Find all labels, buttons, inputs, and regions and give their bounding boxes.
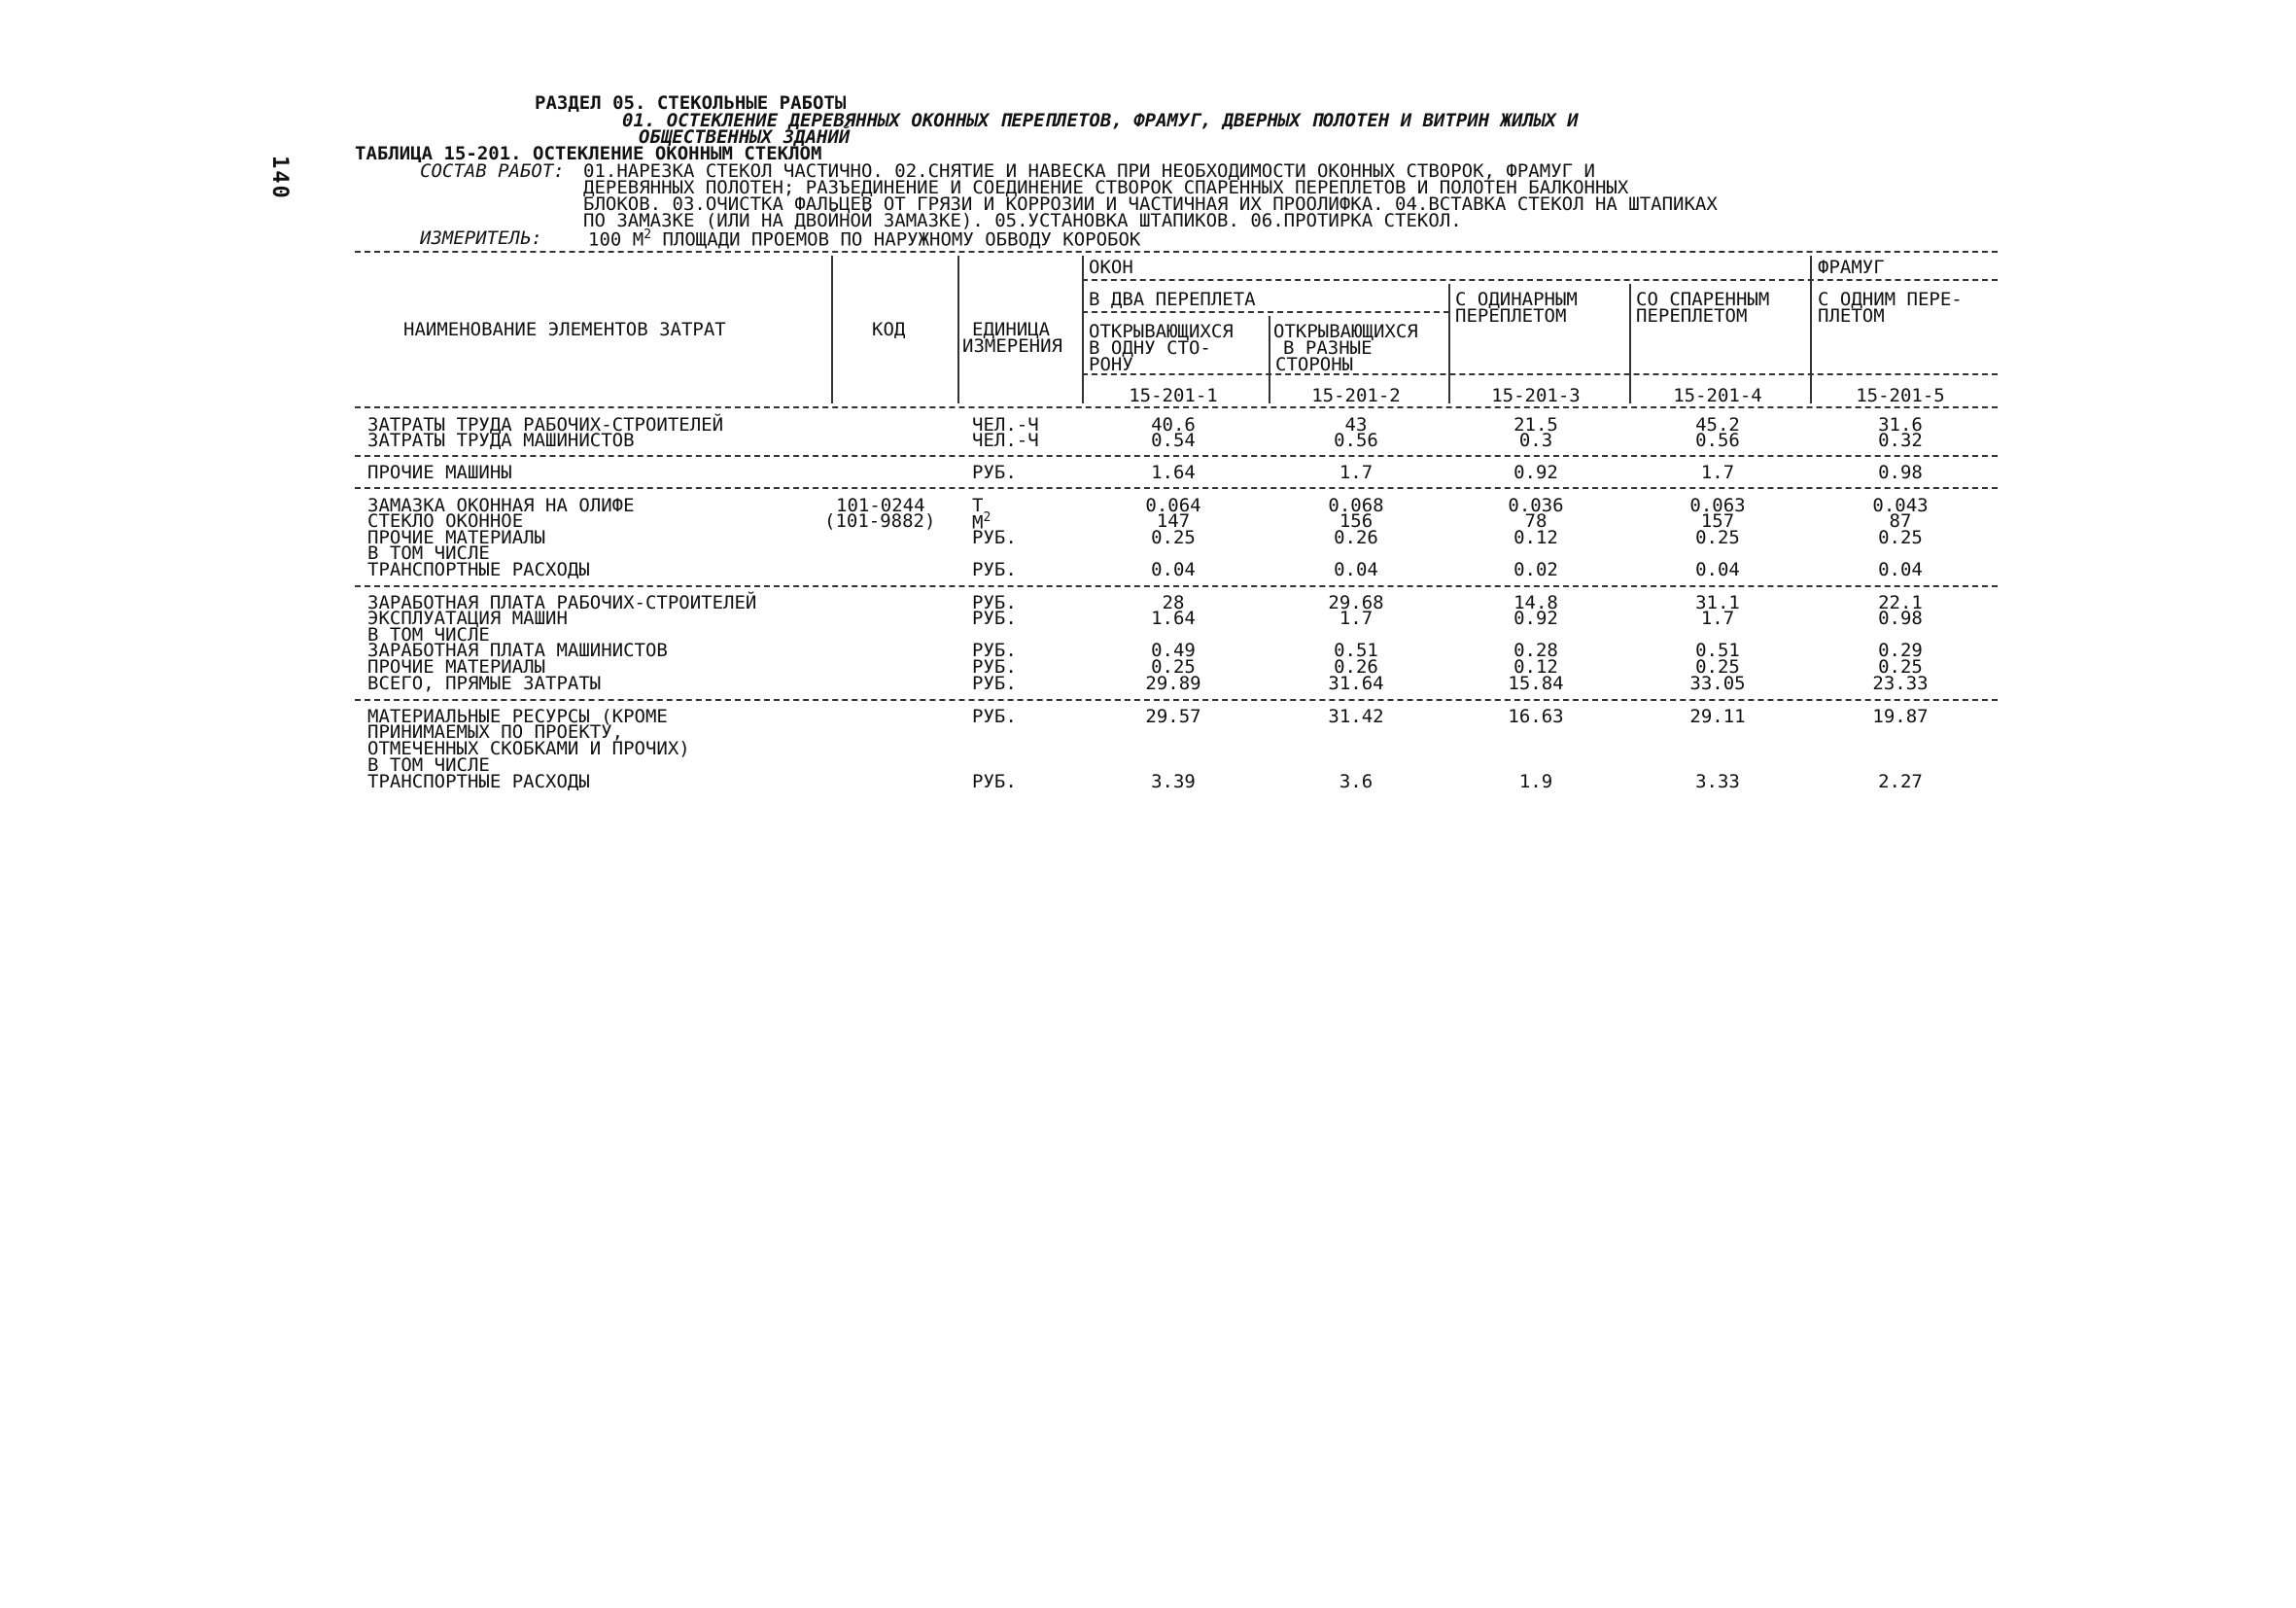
- row-value-3: 16.63: [1508, 706, 1564, 727]
- row-name: ТРАНСПОРТНЫЕ РАСХОДЫ: [367, 559, 590, 580]
- row-value-3: 1.9: [1518, 771, 1553, 792]
- row-value-1: 29.57: [1145, 706, 1201, 727]
- work-line-4: ПО ЗАМАЗКЕ (ИЛИ НА ДВОЙНОЙ ЗАМАЗКЕ). 05.УСТАНОВКА ШТАПИКОВ. 06.ПРОТИРКА СТЕКОЛ.: [583, 210, 1462, 231]
- row-value-1: 147: [1156, 510, 1191, 532]
- subsection-title-1: 01. ОСТЕКЛЕНИЕ ДЕРЕВЯННЫХ ОКОННЫХ ПЕРЕПЛЕТОВ, ФРАМУГ, ДВЕРНЫХ ПОЛОТЕН И ВИТРИН ЖИЛЫХ И: [622, 110, 1579, 131]
- col-header-odnim-2: ПЛЕТОМ: [1818, 305, 1885, 327]
- col-header-odinar-2: ПЕРЕПЛЕТОМ: [1455, 305, 1567, 327]
- row-value-1: 40.6: [1151, 414, 1196, 436]
- col-header-code: КОД: [872, 319, 906, 340]
- row-unit: $М^2$: [972, 510, 991, 534]
- row-unit: ЧЕЛ.-Ч: [972, 430, 1039, 451]
- row-unit: РУБ.: [972, 592, 1017, 613]
- row-value-1: 0.04: [1151, 559, 1196, 580]
- row-unit: РУБ.: [972, 462, 1017, 483]
- group-rule-1: [355, 455, 1998, 457]
- row-unit: РУБ.: [972, 640, 1017, 661]
- row-value-3: 0.92: [1513, 462, 1558, 483]
- row-name: ВСЕГО, ПРЯМЫЕ ЗАТРАТЫ: [367, 673, 602, 694]
- row-value-3: 78: [1524, 510, 1548, 532]
- work-line-1: 01.НАРЕЗКА СТЕКОЛ ЧАСТИЧНО. 02.СНЯТИЕ И НАВЕСКА ПРИ НЕОБХОДИМОСТИ ОКОННЫХ СТВОРОК, ФРАМУГ И: [583, 160, 1595, 182]
- col-header-name: НАИМЕНОВАНИЕ ЭЛЕМЕНТОВ ЗАТРАТ: [403, 319, 726, 340]
- row-value-5: 0.04: [1878, 559, 1923, 580]
- col-header-odinar-1: С ОДИНАРНЫМ: [1455, 289, 1578, 310]
- col-code-2: 15-201-2: [1311, 385, 1401, 406]
- row-value-4: 3.33: [1695, 771, 1740, 792]
- row-unit: РУБ.: [972, 527, 1017, 548]
- row-value-5: 23.33: [1872, 673, 1929, 694]
- row-value-4: 0.04: [1695, 559, 1740, 580]
- row-value-2: 31.64: [1328, 673, 1384, 694]
- col-header-sparen-2: ПЕРЕПЛЕТОМ: [1636, 305, 1748, 327]
- col-divider-4: [1269, 316, 1270, 403]
- col-header-framug: ФРАМУГ: [1818, 257, 1885, 278]
- table-header-bottom-rule: [355, 406, 1998, 408]
- row-value-5: 31.6: [1878, 414, 1923, 436]
- row-value-5: 0.32: [1878, 430, 1923, 451]
- row-value-3: 0.036: [1508, 495, 1564, 516]
- row-value-4: 45.2: [1695, 414, 1740, 436]
- row-value-2: 0.068: [1328, 495, 1384, 516]
- row-value-2: 1.7: [1339, 608, 1374, 629]
- row-name: МАТЕРИАЛЬНЫЕ РЕСУРСЫ (КРОМЕ: [367, 706, 668, 727]
- row-value-2: 0.56: [1334, 430, 1378, 451]
- row-value-1: 29.89: [1145, 673, 1201, 694]
- col-header-otkr2-1: ОТКРЫВАЮЩИХСЯ: [1273, 321, 1418, 342]
- row-unit: РУБ.: [972, 673, 1017, 694]
- row-value-3: 15.84: [1508, 673, 1564, 694]
- row-value-4: 157: [1700, 510, 1735, 532]
- row-value-1: 3.39: [1151, 771, 1196, 792]
- page-number: 140: [267, 156, 292, 200]
- row-value-1: 0.25: [1151, 527, 1196, 548]
- meter-label: ИЗМЕРИТЕЛЬ:: [420, 227, 542, 249]
- row-name: ЭКСПЛУАТАЦИЯ МАШИН: [367, 608, 568, 629]
- dva-rule: [1082, 311, 1449, 313]
- row-unit: РУБ.: [972, 656, 1017, 678]
- row-value-5: 0.98: [1878, 608, 1923, 629]
- subsection-title-2: ОБЩЕСТВЕННЫХ ЗДАНИЙ: [639, 126, 851, 148]
- col-header-dva: В ДВА ПЕРЕПЛЕТА: [1089, 289, 1256, 310]
- okon-rule: [1082, 279, 1998, 281]
- col-header-otkr2-2: В РАЗНЫЕ: [1283, 337, 1373, 359]
- col-divider-3: [1082, 256, 1084, 403]
- row-value-4: 29.11: [1689, 706, 1746, 727]
- row-value-3: 14.8: [1513, 592, 1558, 613]
- col-header-otkr1-3: РОНУ: [1089, 354, 1133, 375]
- row-value-4: 0.25: [1695, 656, 1740, 678]
- col-divider-6: [1629, 284, 1631, 403]
- row-value-5: 0.25: [1878, 656, 1923, 678]
- row-name: ЗАМАЗКА ОКОННАЯ НА ОЛИФЕ: [367, 495, 635, 516]
- col-header-otkr1-1: ОТКРЫВАЮЩИХСЯ: [1089, 321, 1234, 342]
- row-value-4: 0.063: [1689, 495, 1746, 516]
- row-value-1: 1.64: [1151, 608, 1196, 629]
- row-name: ПРОЧИЕ МАШИНЫ: [367, 462, 512, 483]
- group-rule-2: [355, 487, 1998, 489]
- row-value-5: 19.87: [1872, 706, 1929, 727]
- col-divider-2: [957, 256, 959, 403]
- codes-rule: [1082, 373, 1998, 375]
- row-value-1: 0.54: [1151, 430, 1196, 451]
- row-value-4: 0.25: [1695, 527, 1740, 548]
- row-value-2: 0.04: [1334, 559, 1378, 580]
- row-value-1: 0.49: [1151, 640, 1196, 661]
- row-value-5: 22.1: [1878, 592, 1923, 613]
- col-header-sparen-1: СО СПАРЕННЫМ: [1636, 289, 1770, 310]
- meter-text: 100 $М^2$ ПЛОЩАДИ ПРОЕМОВ ПО НАРУЖНОМУ ОБВОДУ КОРОБОК: [588, 227, 1141, 251]
- row-value-3: 0.02: [1513, 559, 1558, 580]
- col-header-odnim-1: С ОДНИМ ПЕРЕ-: [1818, 289, 1963, 310]
- row-code: (101-9882): [824, 510, 936, 532]
- row-name: В ТОМ ЧИСЛЕ: [367, 754, 490, 776]
- row-value-3: 0.28: [1513, 640, 1558, 661]
- row-name: ЗАРАБОТНАЯ ПЛАТА РАБОЧИХ-СТРОИТЕЛЕЙ: [367, 592, 757, 613]
- row-value-4: 0.56: [1695, 430, 1740, 451]
- row-value-1: 28: [1162, 592, 1185, 613]
- col-code-4: 15-201-4: [1673, 385, 1762, 406]
- col-divider-5: [1448, 284, 1450, 403]
- work-line-2: ДЕРЕВЯННЫХ ПОЛОТЕН; РАЗЪЕДИНЕНИЕ И СОЕДИНЕНИЕ СТВОРОК СПАРЕННЫХ ПЕРЕПЛЕТОВ И ПОЛОТЕН БАЛКОННЫХ: [583, 177, 1629, 198]
- row-value-3: 21.5: [1513, 414, 1558, 436]
- section-title: РАЗДЕЛ 05. СТЕКОЛЬНЫЕ РАБОТЫ: [535, 92, 847, 114]
- row-name: ТРАНСПОРТНЫЕ РАСХОДЫ: [367, 771, 590, 792]
- row-name: СТЕКЛО ОКОННОЕ: [367, 510, 524, 532]
- row-value-2: 0.26: [1334, 527, 1378, 548]
- row-value-1: 0.064: [1145, 495, 1201, 516]
- col-header-unit-2: ИЗМЕРЕНИЯ: [962, 335, 1062, 357]
- col-code-1: 15-201-1: [1129, 385, 1218, 406]
- group-rule-3: [355, 585, 1998, 587]
- row-name: ЗАТРАТЫ ТРУДА МАШИНИСТОВ: [367, 430, 635, 451]
- row-value-1: 0.25: [1151, 656, 1196, 678]
- col-header-otkr1-2: В ОДНУ СТО-: [1089, 337, 1211, 359]
- table-top-rule: [355, 251, 1998, 253]
- row-value-3: 0.3: [1518, 430, 1553, 451]
- table-title: ТАБЛИЦА 15-201. ОСТЕКЛЕНИЕ ОКОННЫМ СТЕКЛОМ: [355, 143, 822, 164]
- col-divider-1: [831, 256, 833, 403]
- row-value-5: 0.29: [1878, 640, 1923, 661]
- col-code-3: 15-201-3: [1491, 385, 1581, 406]
- row-unit: РУБ.: [972, 706, 1017, 727]
- row-value-5: 0.25: [1878, 527, 1923, 548]
- group-rule-4: [355, 699, 1998, 701]
- col-header-okon: ОКОН: [1089, 257, 1133, 278]
- row-name: ЗАТРАТЫ ТРУДА РАБОЧИХ-СТРОИТЕЛЕЙ: [367, 414, 724, 436]
- row-unit: РУБ.: [972, 608, 1017, 629]
- row-value-1: 1.64: [1151, 462, 1196, 483]
- row-value-2: 3.6: [1339, 771, 1374, 792]
- row-value-5: 2.27: [1878, 771, 1923, 792]
- row-name: В ТОМ ЧИСЛЕ: [367, 624, 490, 646]
- row-value-4: 0.51: [1695, 640, 1740, 661]
- row-value-5: 0.98: [1878, 462, 1923, 483]
- row-value-2: 31.42: [1328, 706, 1384, 727]
- row-name: ПРОЧИЕ МАТЕРИАЛЫ: [367, 656, 546, 678]
- row-value-2: 0.26: [1334, 656, 1378, 678]
- row-value-2: 156: [1339, 510, 1374, 532]
- col-code-5: 15-201-5: [1856, 385, 1945, 406]
- row-value-4: 1.7: [1700, 608, 1735, 629]
- row-name: В ТОМ ЧИСЛЕ: [367, 542, 490, 564]
- work-label: СОСТАВ РАБОТ:: [420, 160, 565, 182]
- row-value-3: 0.12: [1513, 656, 1558, 678]
- row-value-5: 0.043: [1872, 495, 1929, 516]
- row-unit: ЧЕЛ.-Ч: [972, 414, 1039, 436]
- col-header-otkr2-3: СТОРОНЫ: [1275, 354, 1354, 375]
- row-unit: РУБ.: [972, 771, 1017, 792]
- row-value-4: 1.7: [1700, 462, 1735, 483]
- row-value-2: 1.7: [1339, 462, 1374, 483]
- row-unit: Т: [972, 495, 984, 516]
- work-line-3: БЛОКОВ. 03.ОЧИСТКА ФАЛЬЦЕВ ОТ ГРЯЗИ И КОРРОЗИИ И ЧАСТИЧНАЯ ИХ ПРООЛИФКА. 04.ВСТАВКА СТЕКОЛ НА ШТАПИКАХ: [583, 193, 1718, 215]
- row-name: ПРИНИМАЕМЫХ ПО ПРОЕКТУ,: [367, 721, 624, 743]
- row-code: 101-0244: [836, 495, 925, 516]
- row-value-4: 33.05: [1689, 673, 1746, 694]
- row-name: ОТМЕЧЕННЫХ СКОБКАМИ И ПРОЧИХ): [367, 738, 690, 759]
- row-name: ЗАРАБОТНАЯ ПЛАТА МАШИНИСТОВ: [367, 640, 668, 661]
- row-value-2: 0.51: [1334, 640, 1378, 661]
- row-value-3: 0.12: [1513, 527, 1558, 548]
- row-value-5: 87: [1889, 510, 1912, 532]
- row-unit: РУБ.: [972, 559, 1017, 580]
- col-divider-7: [1810, 256, 1812, 403]
- row-name: ПРОЧИЕ МАТЕРИАЛЫ: [367, 527, 546, 548]
- row-value-4: 31.1: [1695, 592, 1740, 613]
- row-value-2: 43: [1344, 414, 1368, 436]
- col-header-unit-1: ЕДИНИЦА: [972, 319, 1051, 340]
- row-value-3: 0.92: [1513, 608, 1558, 629]
- row-value-2: 29.68: [1328, 592, 1384, 613]
